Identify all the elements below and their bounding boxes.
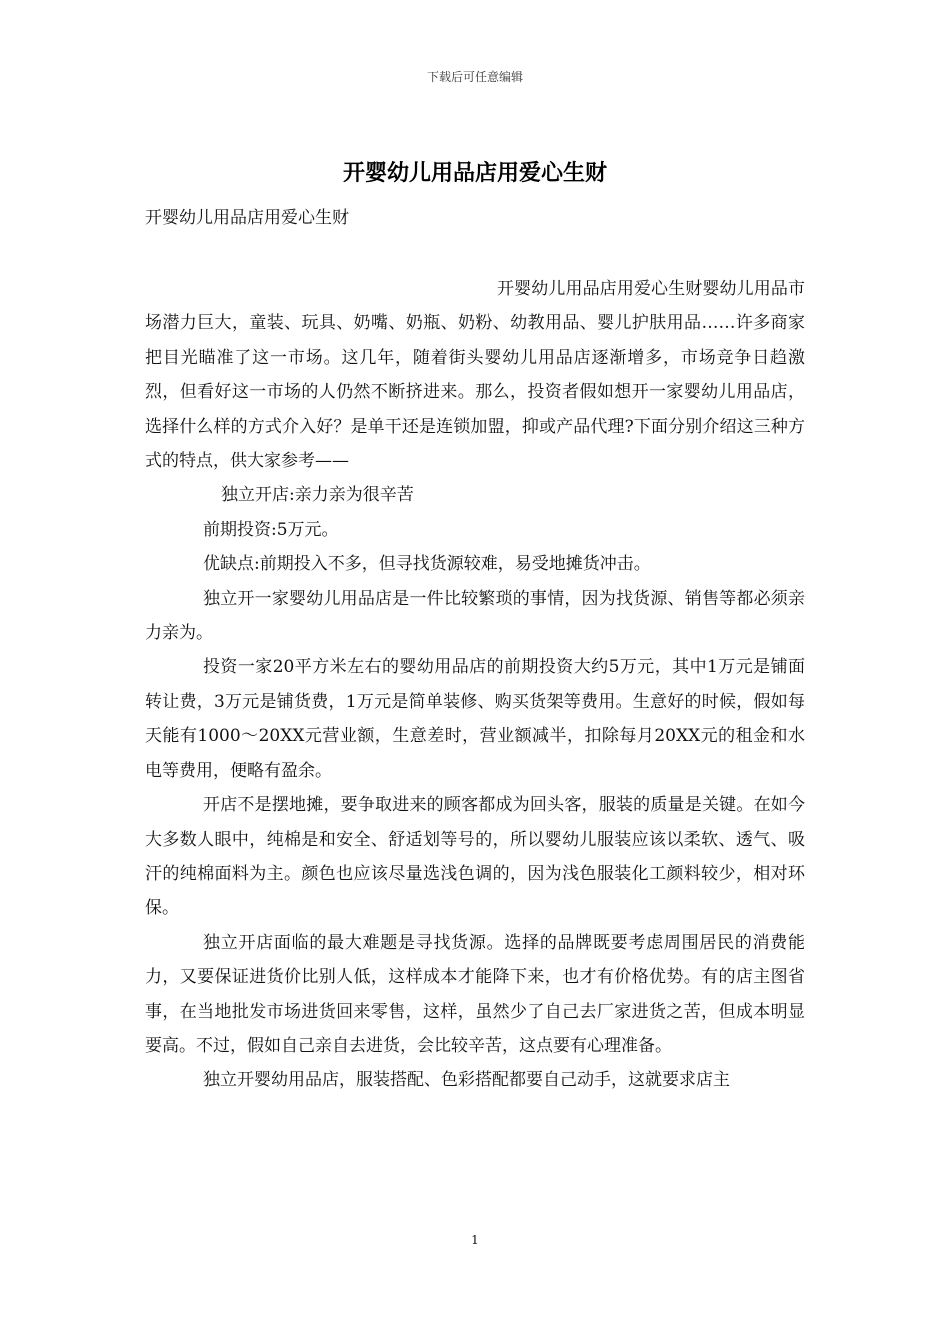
page-number: 1 — [471, 1233, 479, 1247]
body-paragraph: 独立开一家婴幼儿用品店是一件比较繁琐的事情，因为找货源、销售等都必须亲力亲为。 — [145, 588, 805, 644]
body-paragraph: 开店不是摆地摊，要争取进来的顾客都成为回头客，服装的质量是关键。在如今大多数人眼中，纯棉是和安全、舒适划等号的，所以婴幼儿服装应该以柔软、透气、吸汗的纯棉面料为主。颜色也应该尽量选浅色调的，因为浅色服装化工颜料较少，相对环保。 — [145, 795, 805, 919]
section-heading-independent-store: 独立开店:亲力亲为很辛苦 — [221, 485, 414, 506]
document-title: 开婴幼儿用品店用爱心生财 — [342, 160, 607, 186]
body-paragraph: 投资一家20平方米左右的婴幼用品店的前期投资大约5万元，其中1万元是铺面转让费，3万元是铺货费，1万元是简单装修、购买货架等费用。生意好的时候，假如每天能有1000～20XX元营业额，生意差时，营业额减半，扣除每月20XX元的租金和水电等费用，便略有盈余。 — [145, 657, 805, 781]
investment-line: 前期投资:5万元。 — [203, 519, 339, 540]
document-subtitle: 开婴幼儿用品店用爱心生财 — [145, 208, 349, 228]
page-header-note: 下载后可任意编辑 — [426, 70, 523, 84]
body-paragraph: 独立开店面临的最大难题是寻找货源。选择的品牌既要考虑周围居民的消费能力，又要保证进货价比别人低，这样成本才能降下来，也才有价格优势。有的店主图省事，在当地批发市场进货回来零售，这样，虽然少了自己去厂家进货之苦，但成本明显要高。不过，假如自己亲自去进货，会比较辛苦，这点要有心理准备。 — [145, 932, 805, 1056]
body-paragraph: 独立开婴幼用品店，服装搭配、色彩搭配都要自己动手，这就要求店主 — [203, 1070, 730, 1091]
document-body — [145, 272, 805, 1098]
pros-cons-line: 优缺点:前期投入不多，但寻找货源较难，易受地摊货冲击。 — [203, 554, 651, 575]
intro-paragraph: 开婴幼儿用品店用爱心生财婴幼儿用品市场潜力巨大，童装、玩具、奶嘴、奶瓶、奶粉、幼教用品、婴儿护肤用品……许多商家把目光瞄准了这一市场。这几年，随着街头婴幼儿用品店逐渐增多，市场竞争日趋激烈，但看好这一市场的人仍然不断挤进来。那么，投资者假如想开一家婴幼儿用品店，选择什么样的方式介入好？是单干还是连锁加盟，抑或产品代理?下面分别介绍这三种方式的特点，供大家参考—— — [145, 279, 805, 472]
